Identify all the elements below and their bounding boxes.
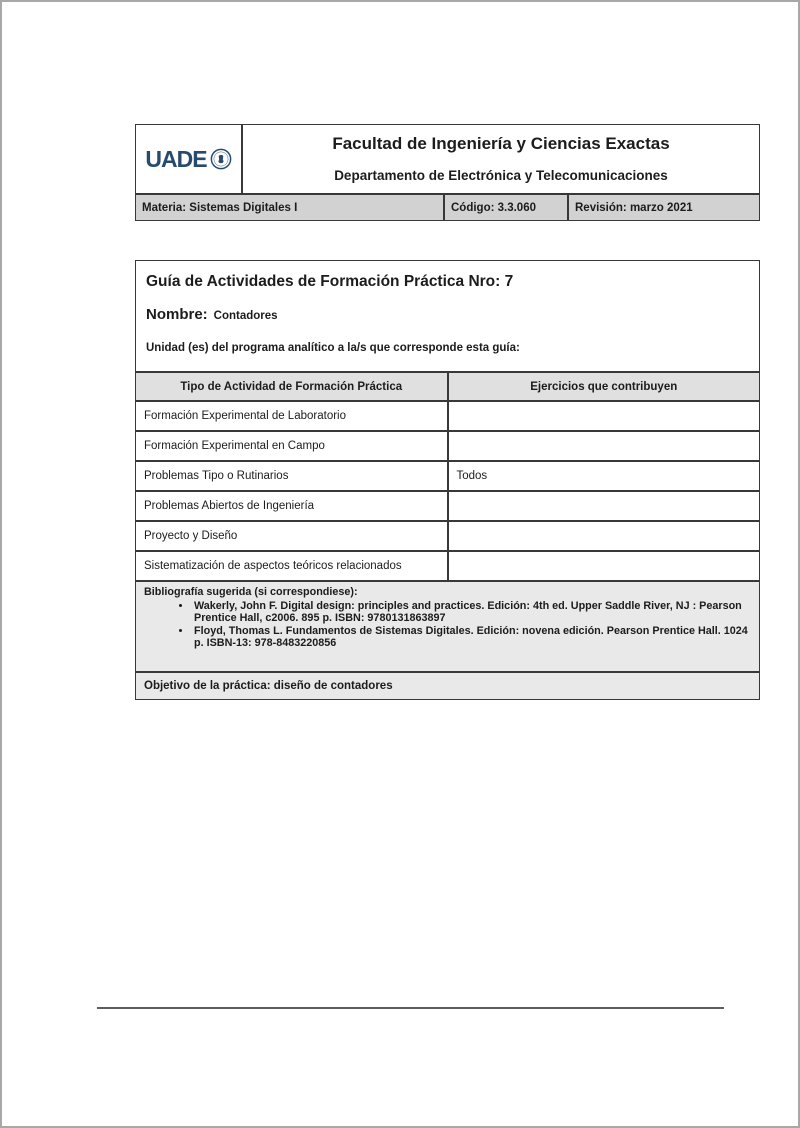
ejercicios-cell xyxy=(448,401,761,431)
footer-divider xyxy=(97,1007,724,1009)
ejercicios-cell xyxy=(448,551,761,581)
objective-cell: Objetivo de la práctica: diseño de contadores xyxy=(135,672,760,700)
bibliography-row xyxy=(135,581,760,672)
column-header-tipo: Tipo de Actividad de Formación Práctica xyxy=(135,372,448,401)
name-label: Nombre: xyxy=(146,306,208,323)
name-value: Contadores xyxy=(213,310,278,322)
column-header-ejercicios: Ejercicios que contribuyen xyxy=(448,372,761,401)
ejercicios-cell xyxy=(448,521,761,551)
unit-line: Unidad (es) del programa analítico a la/s que corresponde esta guía: xyxy=(146,342,520,354)
guide-title: Guía de Actividades de Formación Práctica Nro: 7 xyxy=(146,273,514,290)
tipo-cell: Problemas Abiertos de Ingeniería xyxy=(135,491,448,521)
bibliography-list xyxy=(144,600,751,649)
ejercicios-cell xyxy=(448,491,761,521)
table-row xyxy=(135,431,760,461)
tipo-cell: Formación Experimental en Campo xyxy=(135,431,448,461)
table-row xyxy=(135,401,760,431)
tipo-cell: Sistematización de aspectos teóricos relacionados xyxy=(135,551,448,581)
guide-title-cell xyxy=(135,260,760,372)
codigo-cell: Código: 3.3.060 xyxy=(444,194,568,221)
revision-cell: Revisión: marzo 2021 xyxy=(568,194,760,221)
uade-logo-text: UADE xyxy=(145,145,207,172)
tipo-cell: Formación Experimental de Laboratorio xyxy=(135,401,448,431)
table-row xyxy=(135,521,760,551)
uade-logo xyxy=(145,146,231,173)
bibliography-item: • Wakerly, John F. Digital design: principles and practices. Edición: 4th ed. Upper Saddle River, NJ : Pearson Prentice Hall, c2006. 895 p. ISBN: 9780131863897 xyxy=(192,600,751,624)
table-header-row xyxy=(135,372,760,401)
uade-logo-cell xyxy=(135,124,242,194)
ejercicios-cell: Todos xyxy=(448,461,761,491)
header-table xyxy=(135,124,760,194)
bibliography-label: Bibliografía sugerida (si correspondiese): xyxy=(144,586,358,598)
faculty-title: Facultad de Ingeniería y Ciencias Exactas xyxy=(332,133,670,153)
objective-row xyxy=(135,672,760,700)
table-row xyxy=(135,551,760,581)
table-row xyxy=(135,461,760,491)
materia-cell: Materia: Sistemas Digitales I xyxy=(135,194,444,221)
faculty-header-cell xyxy=(242,124,760,194)
bibliography-cell xyxy=(135,581,760,672)
department-title: Departamento de Electrónica y Telecomunicaciones xyxy=(334,167,668,183)
tipo-cell: Proyecto y Diseño xyxy=(135,521,448,551)
bibliography-item: • Floyd, Thomas L. Fundamentos de Sistemas Digitales. Edición: novena edición. Pearson Prentice Hall. 1024 p. ISBN-13: 978-8483220856 xyxy=(192,625,751,649)
tipo-cell: Problemas Tipo o Rutinarios xyxy=(135,461,448,491)
guide-table xyxy=(135,260,760,700)
uade-seal-icon xyxy=(210,148,232,170)
ejercicios-cell xyxy=(448,431,761,461)
guide-name-line xyxy=(146,306,749,323)
header-meta-table xyxy=(135,194,760,221)
table-row xyxy=(135,491,760,521)
